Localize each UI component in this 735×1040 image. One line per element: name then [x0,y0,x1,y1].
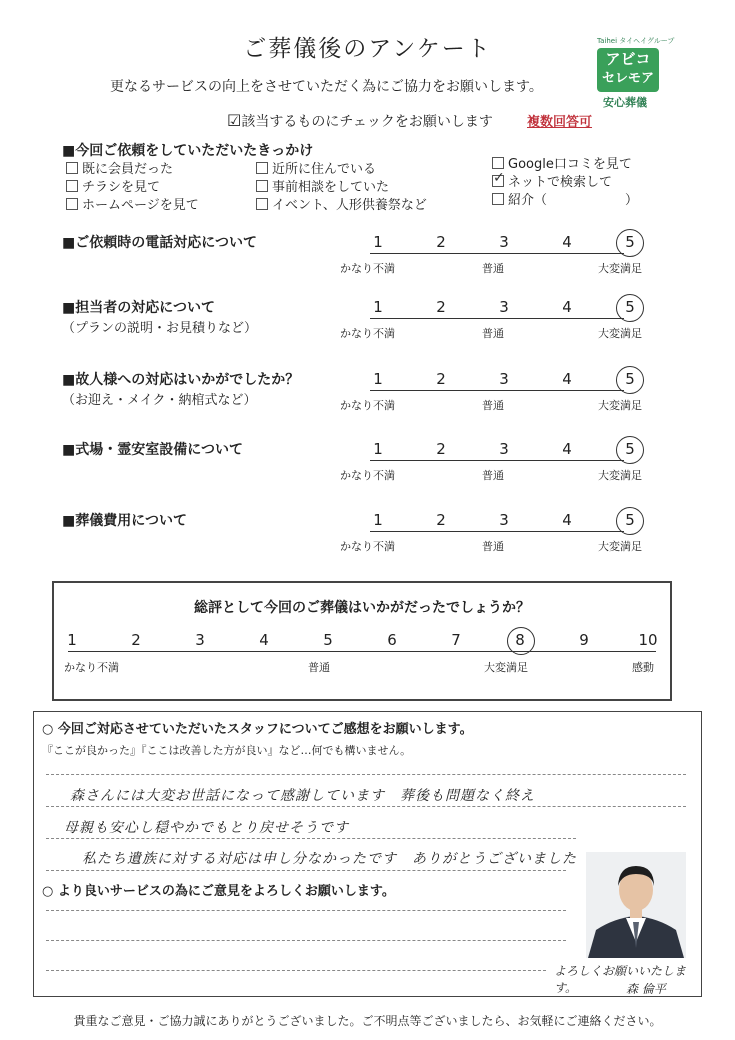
scale-number[interactable]: 1 [373,370,383,388]
handwritten-comment-line: 母親も安心し穏やかでもとり戻せそうです [64,820,349,836]
scale-line [370,253,624,254]
scale-label-mid: 普通 [482,327,504,340]
overall-scale-number[interactable]: 10 [638,631,658,649]
q1-option-label: Google口コミを見て [508,157,632,172]
signoff-text: よろしくお願いいたします。 [554,964,687,995]
overall-scale-number[interactable]: 2 [131,631,141,649]
overall-scale-number[interactable]: 8 [515,631,525,649]
opinion-heading: ○ より良いサービスの為にご意見をよろしくお願いします。 [42,884,395,899]
multiple-answers-note: 複数回答可 [527,115,593,130]
scale-label-mid: 普通 [482,262,504,275]
answer-line [46,774,686,775]
checkbox[interactable] [256,180,268,192]
scale-line [370,318,624,319]
scale-line [370,460,624,461]
checkbox[interactable] [256,162,268,174]
scale-number[interactable]: 4 [562,233,572,251]
checkbox[interactable] [66,162,78,174]
overall-scale-number[interactable]: 6 [387,631,397,649]
rating-question-sub: （お迎え・メイク・納棺式など） [62,393,257,408]
answer-line [46,806,686,807]
q1-option[interactable] [66,158,173,177]
scale-label-high: 大変満足 [598,262,642,275]
overall-label-low: かなり不満 [64,661,119,674]
rating-question-heading: ■葬儀費用について [62,513,187,529]
scale-number[interactable]: 3 [499,511,509,529]
rating-question-heading: ■故人様への対応はいかがでしたか？ [62,372,300,388]
scale-label-low: かなり不満 [340,540,395,553]
staff-heading: ○ 今回ご対応させていただいたスタッフについてご感想をお願いします。 [42,722,473,737]
scale-number[interactable]: 2 [436,298,446,316]
overall-rating-box [52,581,672,701]
scale-number[interactable]: 5 [625,370,635,388]
selected-circle [616,366,644,394]
answer-line [46,870,566,871]
q1-option-label: 事前相談をしていた [272,180,390,195]
scale-number[interactable]: 1 [373,233,383,251]
scale-label-high: 大変満足 [598,399,642,412]
staff-subheading: 『ここが良かった』『ここは改善した方が良い』など…何でも構いません。 [42,744,412,757]
q1-option[interactable] [492,153,632,172]
page-title: ご葬儀後のアンケート [243,36,492,62]
overall-label-high: 大変満足 [484,661,528,674]
scale-number[interactable]: 3 [499,233,509,251]
staff-photo [586,852,686,958]
scale-number[interactable]: 1 [373,298,383,316]
staff-name: 森 倫平 [626,982,666,996]
checkbox[interactable] [256,198,268,210]
q1-option-label: 紹介（ ） [508,193,639,208]
overall-scale-number[interactable]: 3 [195,631,205,649]
overall-scale-number[interactable]: 7 [451,631,461,649]
scale-label-low: かなり不満 [340,469,395,482]
q1-option[interactable] [492,189,638,208]
scale-number[interactable]: 5 [625,298,635,316]
overall-scale-number[interactable]: 5 [323,631,333,649]
selected-circle [616,229,644,257]
rating-question-heading: ■式場・霊安室設備について [62,442,243,458]
q1-option-label: 既に会員だった [82,162,174,177]
scale-line [370,531,624,532]
answer-line [46,910,566,911]
rating-question-heading: ■ご依頼時の電話対応について [62,235,257,251]
rating-scale [340,298,642,348]
q1-option[interactable] [492,171,612,190]
checkbox[interactable] [492,175,504,187]
logo-line1: アビコ [605,50,651,68]
rating-scale [340,370,642,420]
scale-number[interactable]: 3 [499,370,509,388]
instruction [227,111,493,131]
rating-scale [340,440,642,490]
overall-scale-number[interactable]: 4 [259,631,269,649]
scale-number[interactable]: 5 [625,233,635,251]
scale-label-high: 大変満足 [598,540,642,553]
page-subtitle: 更なるサービスの向上をさせていただく為にご協力をお願いします。 [110,79,543,95]
q1-option[interactable] [256,158,376,177]
selected-circle [616,294,644,322]
overall-scale-line [68,651,656,652]
q1-option[interactable] [256,176,389,195]
scale-number[interactable]: 5 [625,440,635,458]
scale-line [370,390,624,391]
scale-label-mid: 普通 [482,540,504,553]
scale-label-mid: 普通 [482,399,504,412]
rating-scale [340,233,642,283]
overall-question: 総評として今回のご葬儀はいかがだったでしょうか？ [194,600,530,616]
scale-number[interactable]: 4 [562,440,572,458]
scale-number[interactable]: 2 [436,440,446,458]
scale-label-low: かなり不満 [340,399,395,412]
checkbox[interactable] [66,180,78,192]
scale-number[interactable]: 2 [436,233,446,251]
q1-option-label: チラシを見て [82,180,161,195]
scale-number[interactable]: 1 [373,511,383,529]
logo-tagline: 安心葬儀 [603,96,647,109]
scale-number[interactable]: 4 [562,370,572,388]
q1-option-label: イベント、人形供養祭など [272,198,427,213]
checkbox[interactable] [492,157,504,169]
checkbox[interactable] [492,193,504,205]
overall-label-mid: 普通 [308,661,330,674]
instruction-text: 該当するものにチェックをお願いします [241,114,493,130]
logo-group-name: Taihei タイヘイグループ [597,37,675,45]
q1-option-label: 近所に住んでいる [272,162,377,177]
answer-line [46,838,576,839]
q1-option-label: ネットで検索して [508,175,613,190]
scale-number[interactable]: 4 [562,511,572,529]
q1-heading: ■今回ご依頼をしていただいたきっかけ [62,143,314,159]
overall-scale-number[interactable]: 1 [67,631,77,649]
scale-label-low: かなり不満 [340,262,395,275]
handwritten-comment-line: 私たち遺族に対する対応は申し分なかったです ありがとうございました [82,851,577,867]
scale-label-mid: 普通 [482,469,504,482]
logo-line2: セレモア [601,71,654,86]
rating-scale [340,511,642,561]
overall-label-top: 感動 [632,661,654,674]
scale-number[interactable]: 3 [499,298,509,316]
scale-label-high: 大変満足 [598,469,642,482]
q1-option-label: ホームページを見て [82,198,199,213]
scale-number[interactable]: 5 [625,511,635,529]
handwritten-comment-line: 森さんには大変お世話になって感謝しています 葬後も問題なく終え [70,788,535,804]
q1-option[interactable] [66,194,199,213]
selected-circle [616,436,644,464]
selected-circle [507,627,535,655]
scale-number[interactable]: 2 [436,370,446,388]
staff-feedback-box [33,711,702,997]
scale-number[interactable]: 2 [436,511,446,529]
scale-number[interactable]: 4 [562,298,572,316]
logo-badge [597,48,659,92]
checkmark-icon: ☑ [227,111,242,130]
answer-line [46,940,566,941]
q1-option[interactable] [66,176,160,195]
scale-label-low: かなり不満 [340,327,395,340]
company-logo [597,36,675,110]
rating-question-sub: （プランの説明・お見積りなど） [62,321,258,336]
q1-option[interactable] [256,194,427,213]
scale-number[interactable]: 1 [373,440,383,458]
checkbox[interactable] [66,198,78,210]
footer-note: 貴重なご意見・ご協力誠にありがとうございました。ご不明点等ございましたら、お気軽にご連絡ください。 [73,1014,662,1028]
overall-scale-number[interactable]: 9 [579,631,589,649]
rating-question-heading: ■担当者の対応について [62,300,215,316]
answer-line [46,970,546,971]
scale-label-high: 大変満足 [598,327,642,340]
selected-circle [616,507,644,535]
scale-number[interactable]: 3 [499,440,509,458]
